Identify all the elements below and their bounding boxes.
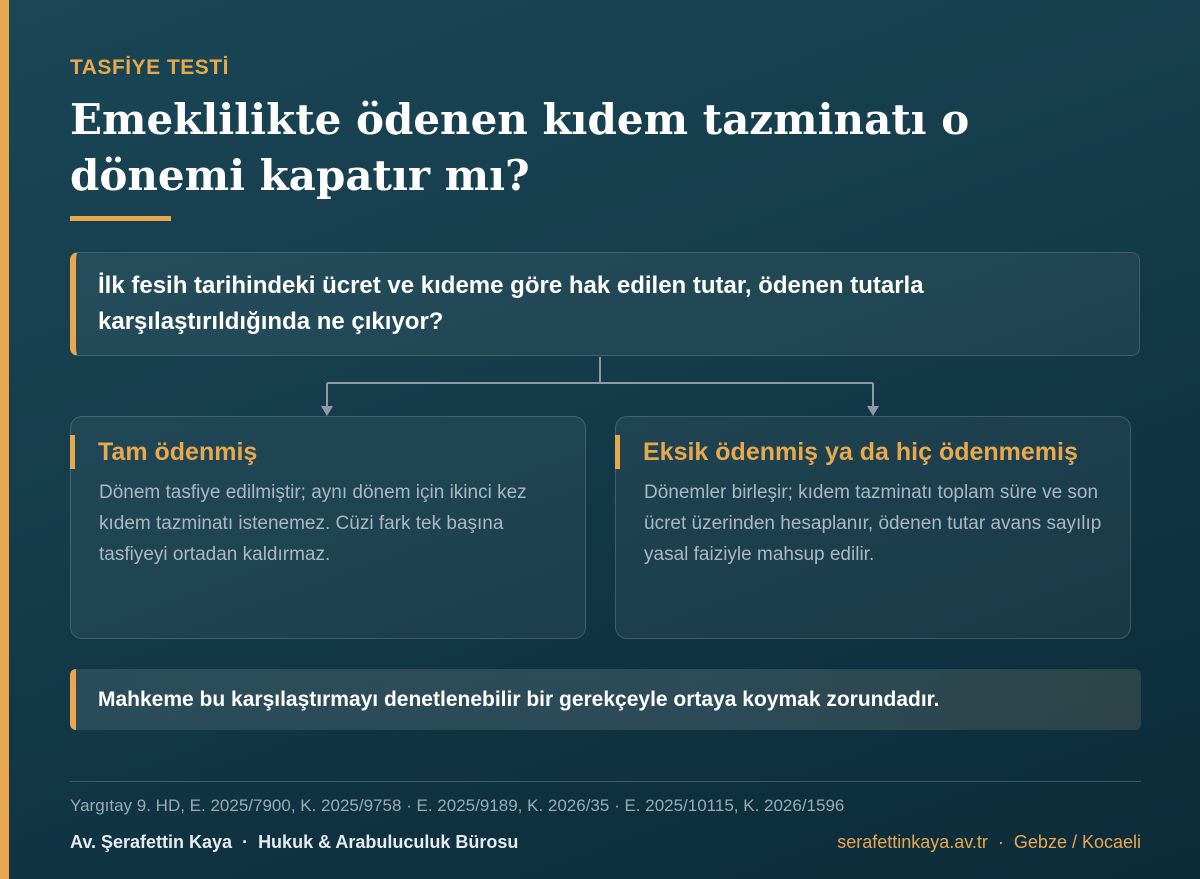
website-link[interactable]: serafettinkaya.av.tr: [837, 832, 988, 852]
author-name: Av. Şerafettin Kaya: [70, 832, 233, 852]
branch-connector: [0, 0, 1200, 430]
card-body-text: Dönem tasfiye edilmiştir; aynı dönem için ikinci kez kıdem tazminatı istenemez. Cüzi fark tek başına tasfiyeyi ortadan kaldırmaz.: [99, 482, 527, 565]
footer-divider: [70, 781, 1141, 782]
footer-separator: ·: [242, 832, 249, 852]
kicker-label: TASFİYE TESTİ: [70, 56, 229, 79]
arrow-down-right-icon: [867, 406, 879, 416]
footer-separator: ·: [997, 832, 1004, 852]
card-underpaid: [615, 416, 1131, 639]
footer-author-block: [70, 832, 518, 853]
case-citations: Yargıtay 9. HD, E. 2025/7900, K. 2025/9758 · E. 2025/9189, K. 2026/35 · E. 2025/10115, K. 2026/1596: [70, 796, 845, 815]
card-heading: Tam ödenmiş: [70, 435, 585, 469]
location-text: Gebze / Kocaeli: [1013, 832, 1141, 852]
conclusion-box: [70, 669, 1141, 730]
card-fully-paid: [70, 416, 586, 639]
card-body-text: Dönemler birleşir; kıdem tazminatı toplam süre ve son ücret üzerinden hesaplanır, ödenen tutar avans sayılıp yasal faiziyle mahsup edilir.: [644, 482, 1102, 565]
footer-contact-block: [837, 832, 1141, 853]
conclusion-text: Mahkeme bu karşılaştırmayı denetlenebilir bir gerekçeyle ortaya koymak zorundadır.: [98, 687, 940, 711]
office-name: Hukuk & Arabuluculuk Bürosu: [258, 832, 519, 852]
question-text: İlk fesih tarihindeki ücret ve kıdeme göre hak edilen tutar, ödenen tutarla karşılaştırıldığında ne çıkıyor?: [98, 272, 924, 335]
card-heading: Eksik ödenmiş ya da hiç ödenmemiş: [615, 435, 1130, 469]
arrow-down-left-icon: [321, 406, 333, 416]
page-title: Emeklilikte ödenen kıdem tazminatı o dönemi kapatır mı?: [70, 95, 970, 200]
